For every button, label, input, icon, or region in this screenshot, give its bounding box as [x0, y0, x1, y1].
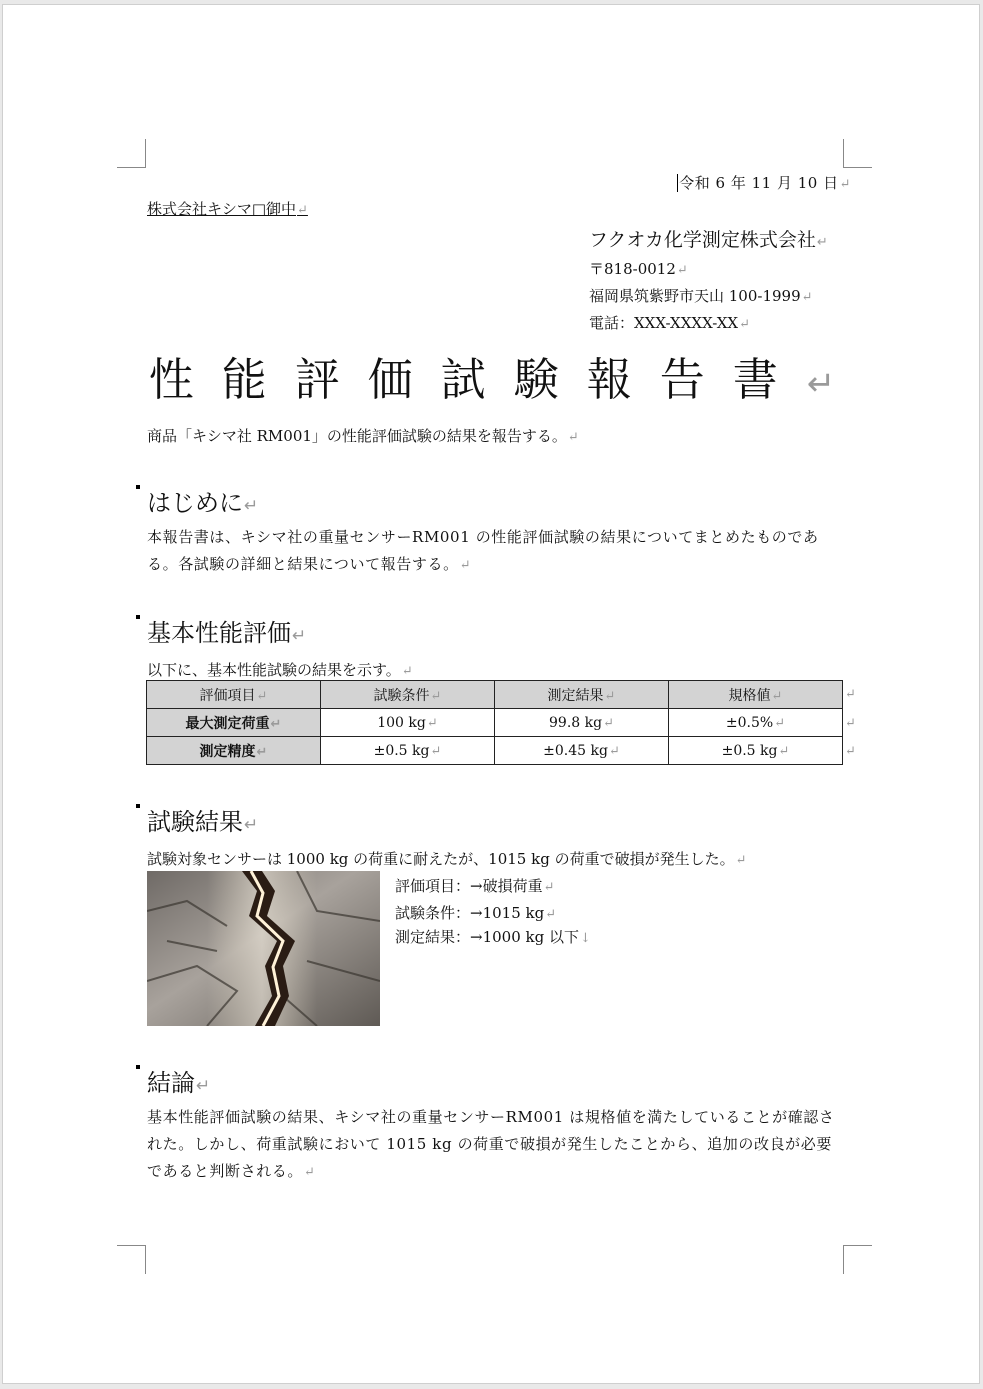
intro-paragraph[interactable]: 商品「キシマ社 RM001」の性能評価試験の結果を報告する。↵ — [147, 427, 579, 445]
addressee[interactable]: 株式会社キシマ□御中↵ — [147, 200, 308, 218]
sender-postal-code[interactable]: 〒818-0012↵ — [589, 260, 688, 278]
table-header-cell[interactable]: 測定結果↵ — [495, 681, 669, 709]
sender-company[interactable]: フクオカ化学測定株式会社↵ — [589, 229, 828, 251]
document-title[interactable]: 性能評価試験報告書↵ — [148, 353, 836, 406]
conclusion-body[interactable]: 基本性能評価試験の結果、キシマ社の重量センサーRM001 は規格値を満たしていることが確認された。しかし、荷重試験において 1015 kg の荷重で破損が発生したことから、追加の改良が必要であると判断される。↵ — [147, 1108, 835, 1180]
crack-image — [147, 871, 380, 1026]
crop-mark-bottom-left — [117, 1245, 146, 1274]
result-detail-measurement[interactable]: 測定結果：→1000 kg 以下↓ — [395, 928, 591, 946]
report-date[interactable]: 令和 6 年 11 月 10 日↵ — [679, 174, 851, 192]
result-detail-item[interactable]: 評価項目：→破損荷重↵ — [395, 877, 555, 895]
basic-performance-body[interactable]: 以下に、基本性能試験の結果を示す。↵ — [147, 661, 413, 679]
table-row-header-cell[interactable]: 測定精度↵ — [147, 737, 321, 765]
crop-mark-top-right — [843, 139, 872, 168]
heading-introduction[interactable]: はじめに↵ — [147, 483, 258, 518]
table-cell[interactable]: 99.8 kg↵ — [495, 709, 669, 737]
sender-address[interactable]: 福岡県筑紫野市天山 100-1999↵ — [589, 287, 813, 305]
performance-table — [146, 680, 843, 765]
test-results-body[interactable]: 試験対象センサーは 1000 kg の荷重に耐えたが、1015 kg の荷重で破損が発生した。↵ — [147, 850, 747, 868]
table-header-cell[interactable]: 規格値↵ — [669, 681, 843, 709]
crop-mark-bottom-right — [843, 1245, 872, 1274]
crop-mark-top-left — [117, 139, 146, 168]
table-row — [147, 737, 843, 765]
table-row — [147, 709, 843, 737]
table-cell[interactable]: ±0.5 kg↵ — [669, 737, 843, 765]
table-row-header-cell[interactable]: 最大測定荷重↵ — [147, 709, 321, 737]
heading-basic-performance[interactable]: 基本性能評価↵ — [147, 613, 306, 648]
table-cell[interactable]: ±0.5 kg↵ — [321, 737, 495, 765]
heading-conclusion[interactable]: 結論↵ — [147, 1063, 210, 1098]
table-cell[interactable]: ±0.45 kg↵ — [495, 737, 669, 765]
sender-phone[interactable]: 電話：XXX-XXXX-XX↵ — [589, 314, 751, 332]
document-page — [2, 4, 980, 1384]
row-end-mark: ↵ — [845, 687, 856, 702]
table-header-cell[interactable]: 試験条件↵ — [321, 681, 495, 709]
cracked-material-photo[interactable] — [147, 871, 380, 1026]
table-header-row — [147, 681, 843, 709]
row-end-mark: ↵ — [845, 744, 856, 759]
introduction-body[interactable]: 本報告書は、キシマ社の重量センサーRM001 の性能評価試験の結果についてまとめたものである。各試験の詳細と結果について報告する。↵ — [147, 528, 819, 573]
result-detail-condition[interactable]: 試験条件：→1015 kg↵ — [395, 904, 557, 922]
row-end-mark: ↵ — [845, 716, 856, 731]
table-header-cell[interactable]: 評価項目↵ — [147, 681, 321, 709]
table-cell[interactable]: ±0.5%↵ — [669, 709, 843, 737]
table-cell[interactable]: 100 kg↵ — [321, 709, 495, 737]
heading-test-results[interactable]: 試験結果↵ — [147, 802, 258, 837]
